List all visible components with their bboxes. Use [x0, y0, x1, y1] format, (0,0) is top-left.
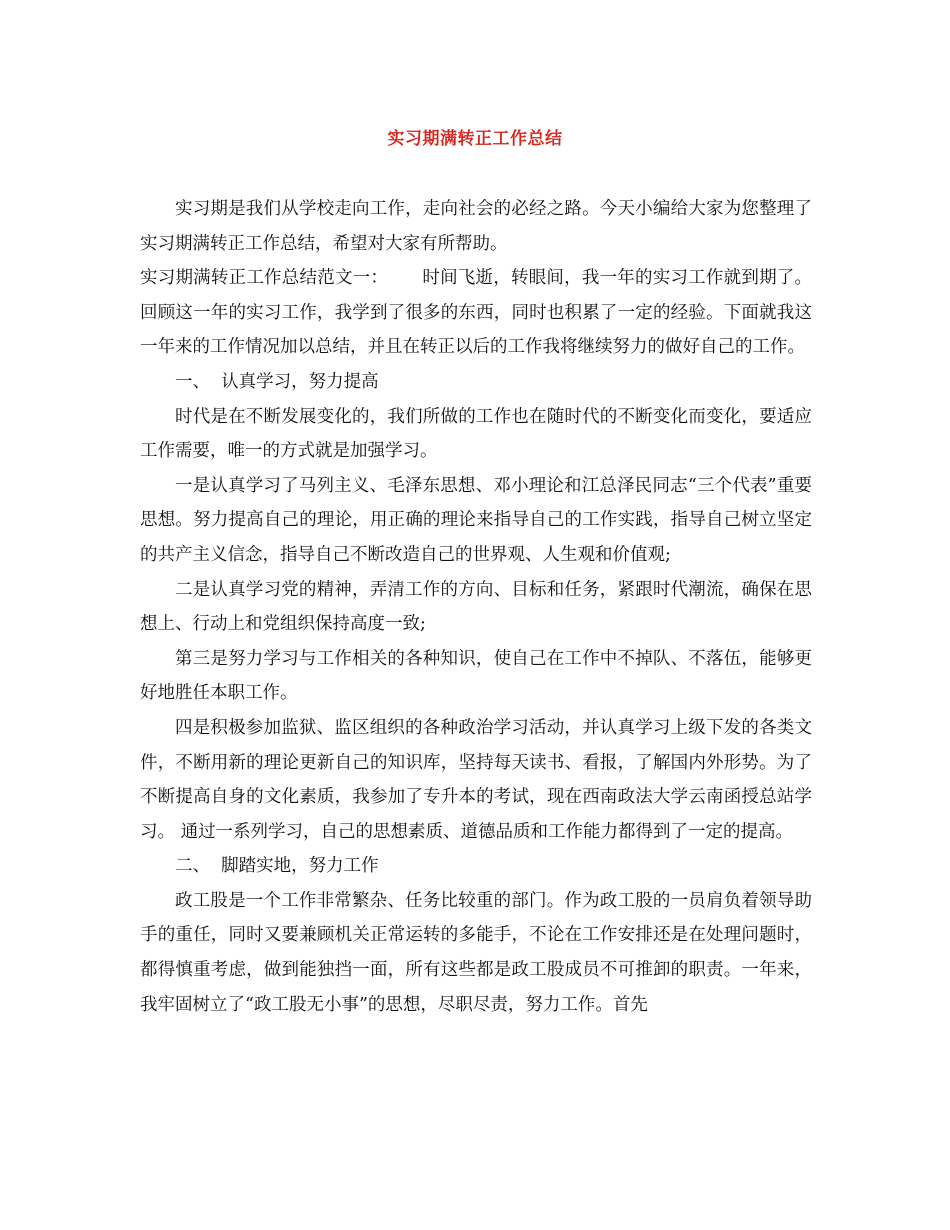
section-heading-1: 一、 认真学习，努力提高	[175, 371, 379, 392]
paragraph-2: 一是认真学习了马列主义、毛泽东思想、邓小理论和江总泽民同志“三个代表”重要思想。努力提高自己的理论，用正确的理论来指导自己的工作实践，指导自己树立坚定的共产主义信念，指导自己不断改造自己的世界观、人生观和价值观;	[140, 475, 812, 565]
sample-label: 实习期满转正工作总结范文一：	[140, 268, 389, 289]
sample-text: 时间飞逝，转眼间，我一年的实习工作就到期了。回顾这一年的实习工作，我学到了很多的东西，同时也积累了一定的经验。下面就我这一年来的工作情况加以总结，并且在转正以后的工作我将继续努力的做好自己的工作。	[140, 268, 813, 358]
paragraph-5: 四是积极参加监狱、监区组织的各种政治学习活动，并认真学习上级下发的各类文件，不断用新的理论更新自己的知识库，坚持每天读书、看报，了解国内外形势。为了不断提高自身的文化素质，我参加了专升本的考试，现在西南政法大学云南函授总站学习。 通过一系列学习，自己的思想素质、道德品质和工作能力都得到了一定的提高。	[140, 717, 812, 842]
intro-paragraph: 实习期是我们从学校走向工作，走向社会的必经之路。今天小编给大家为您整理了实习期满转正工作总结，希望对大家有所帮助。	[140, 199, 812, 254]
paragraph-4: 第三是努力学习与工作相关的各种知识，使自己在工作中不掉队、不落伍，能够更好地胜任本职工作。	[140, 648, 812, 704]
section-heading-2: 二、 脚踏实地，努力工作	[175, 856, 379, 877]
document-body	[140, 192, 812, 1022]
paragraph-6: 政工股是一个工作非常繁杂、任务比较重的部门。作为政工股的一员肩负着领导助手的重任，同时又要兼顾机关正常运转的多能手，不论在工作安排还是在处理问题时，都得慎重考虑，做到能独挡一面，所有这些都是政工股成员不可推卸的职责。一年来，我牢固树立了“政工股无小事”的思想，尽职尽责，努力工作。首先	[140, 890, 812, 1015]
document-title: 实习期满转正工作总结	[387, 129, 563, 149]
paragraph-3: 二是认真学习党的精神，弄清工作的方向、目标和任务，紧跟时代潮流，确保在思想上、行动上和党组织保持高度一致;	[140, 579, 812, 635]
paragraph-1: 时代是在不断发展变化的，我们所做的工作也在随时代的不断变化而变化，要适应工作需要，唯一的方式就是加强学习。	[140, 406, 812, 462]
sample-paragraph	[140, 261, 812, 365]
